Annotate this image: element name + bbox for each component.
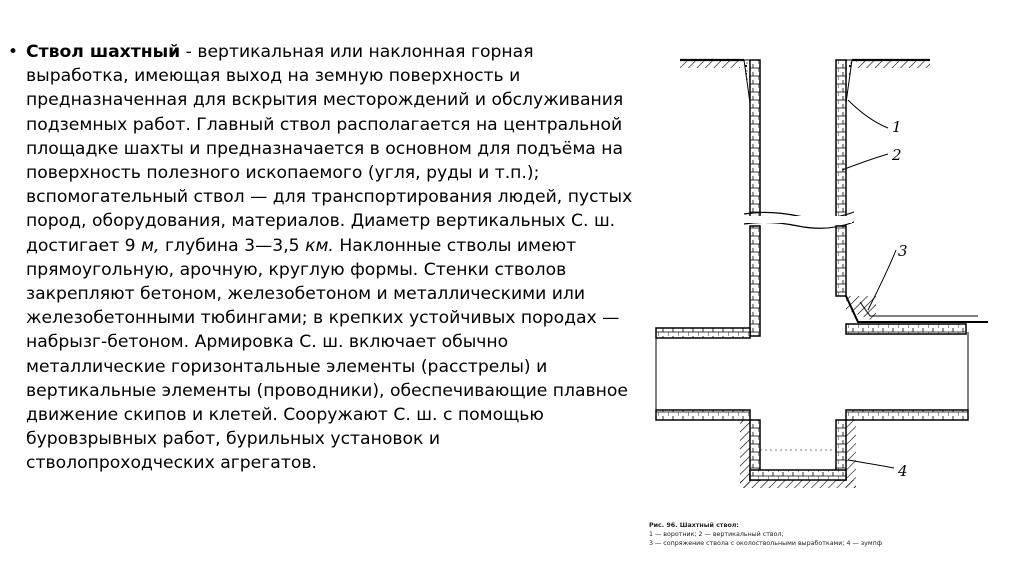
- shaft-lining-lower: [750, 226, 846, 336]
- slide-text: [8, 40, 633, 476]
- shaft-sump: [740, 420, 856, 488]
- label-2: 2: [892, 146, 902, 164]
- label-1: 1: [892, 118, 902, 136]
- caption-title: Рис. 96. Шахтный ствол:: [649, 522, 739, 529]
- definition-paragraph: [26, 40, 633, 476]
- body-text-2: глубина 3—3,5: [159, 235, 306, 256]
- label-3: 3: [898, 242, 908, 260]
- bullet-marker: •: [8, 42, 19, 62]
- label-4: 4: [898, 462, 908, 480]
- unit-meters: м,: [141, 235, 160, 256]
- caption-line-1: 1 — воротник; 2 — вертикальный ствол;: [649, 531, 784, 538]
- caption-line-2: 3 — сопряжение ствола с околоствольными выработками; 4 — зумпф: [649, 540, 883, 547]
- unit-kilometers: км.: [305, 235, 334, 256]
- shaft-lining-upper: [750, 60, 846, 220]
- shaft-junction: [846, 296, 988, 322]
- shaft-diagram: [648, 40, 998, 520]
- ground-surface: [680, 60, 930, 68]
- body-text-3: Наклонные стволы имеют прямоугольную, арочную, круглую формы. Стенки стволов закрепляют бетоном, железобетоном и металлическими или железобетонными тюбингами; в крепких устойчивых породах — набрызг-бетоном. Армировка С. ш. включает обычно металлические горизонтальные элементы (расстрелы) и вертикальные элементы (проводники), обеспечивающие плавное движение скипов и клетей. Сооружают С. ш. с помощью буровзрывных работ, бурильных установок и стволопроходческих агрегатов.: [26, 235, 628, 474]
- horizontal-working: [656, 324, 968, 420]
- figure-caption: [649, 521, 1019, 548]
- body-text-1: - вертикальная или наклонная горная выработка, имеющая выход на земную поверхность и предназначенная для вскрытия месторождений и обслуживания подземных работ. Главный ствол располагается на центральной площадке шахты и предназначается в основном для подъёма на поверхность полезного ископаемого (угля, руды и т.п.); вспомогательный ствол — для транспортирования людей, пустых пород, оборудования, материалов. Диаметр вертикальных С. ш. достигает 9: [26, 42, 633, 256]
- term-heading: Ствол шахтный: [26, 42, 181, 62]
